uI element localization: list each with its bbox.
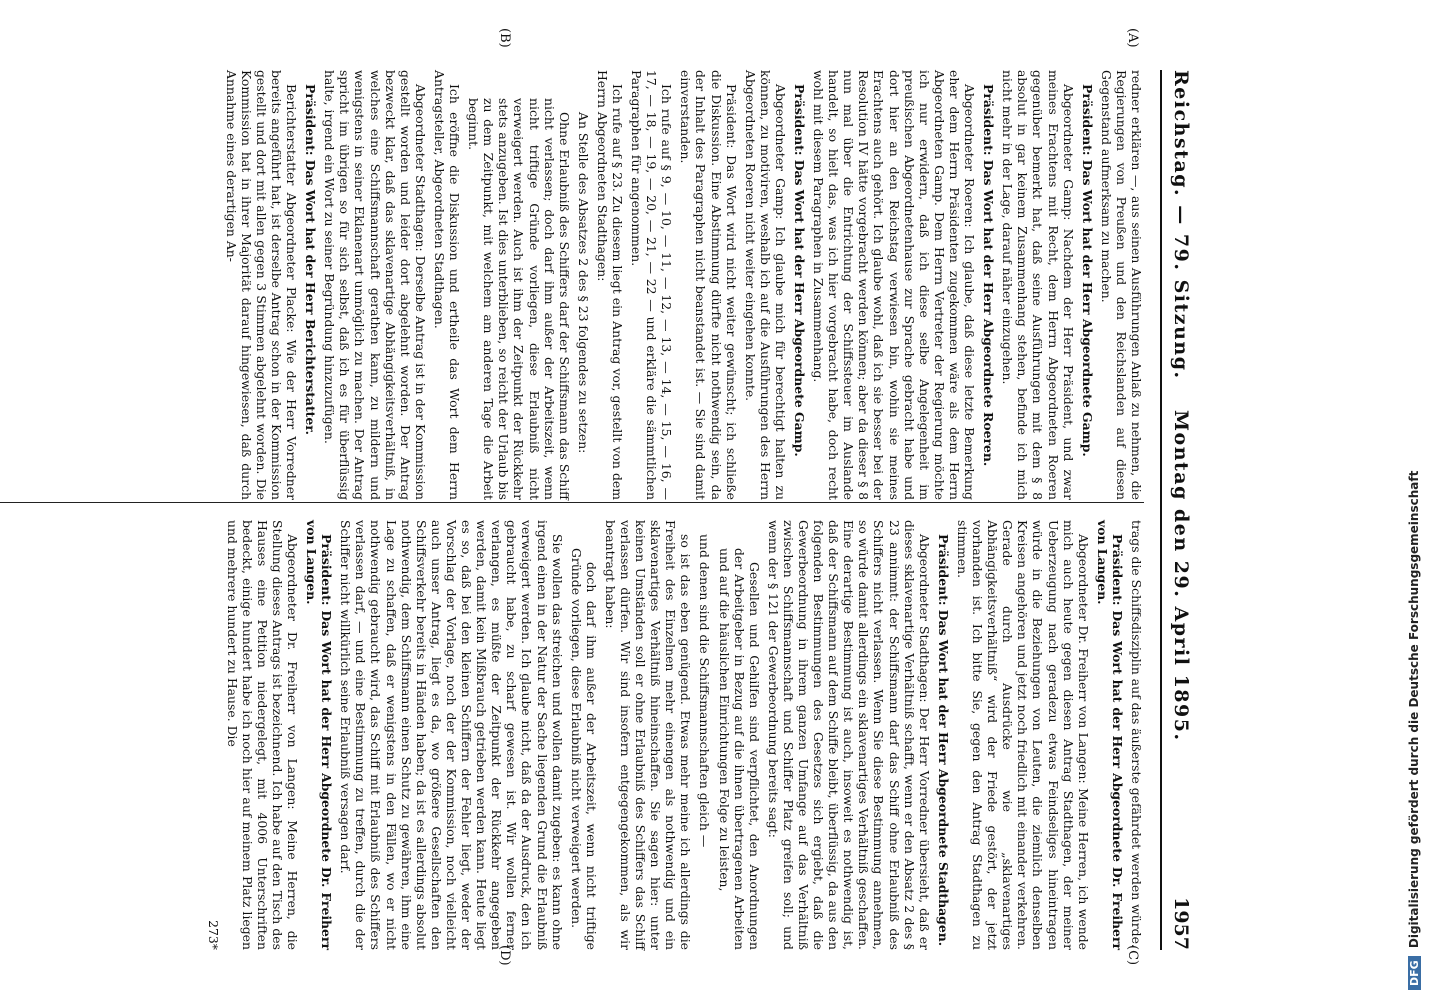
margin-mark-d: (D) [497,945,512,966]
quoted-text: doch darf ihm außer der Arbeitszeit, wenn nicht triftige Gründe vorliegen, diese Erlaubniß nicht verweigert werden. [568,548,599,950]
credit-text: Digitalisierung gefördert durch die Deutsche Forschungsgemeinschaft [1407,470,1421,949]
paragraph: Präsident: Das Wort hat der Herr Abgeordnete Gamp. [1079,84,1095,457]
paragraph: so ist das eben genügend. Etwas mehr meine ich allerdings die Freiheit des Einzelnen mehr einengen als nothwendig und ein sklavenartiges Verhältniß hineinschaffen. Sie sagen hier: unter keinen Umständen soll er ohne Erlaubniß des Schiffers das Schiff verlassen dürfen. Wir sind insofern entgegengekommen, als wir beantragt haben: [602,520,694,950]
paragraph: Berichterstatter Abgeordneter Placke: Wie der Herr Vorredner bereits angeführt hat, ist derselbe Antrag schon in der Kommission gestellt und dort mit allen gegen 3 Stimmen abgelehnt worden. Die Kommission hat in ihrer Majorität darauf hingewiesen, daß durch Annahme eines derartigen An- [223,70,300,500]
paragraph: Präsident: Das Wort hat der Herr Abgeordnete Dr. Freiherr von Langen. [1094,520,1125,950]
quoted-text: Gesellen und Gehilfen sind verpflichtet, den Anordnungen der Arbeitgeber in Bezug auf die ihnen übertragenen Arbeiten und auf die häuslichen Einrichtungen Folge zu leisten, [716,548,762,950]
paragraph: Abgeordneter Gamp: Ich glaube mich für berechtigt halten zu können, zu motiviren, weshalb ich auf die Ausführungen des Herrn Abgeordneten Roeren nicht weiter eingehen konnte. [742,70,788,500]
paragraph: Ich eröffne die Diskussion und ertheile das Wort dem Herrn Antragsteller, Abgeordneten Stadthagen. [431,70,463,500]
paragraph: Abgeordneter Gamp: Nachdem der Herr Präsident, und zwar meines Erachtens mit Recht, dem Herrn Abgeordneten Roeren gegenüber bemerkt hat, daß seine Ausführungen mit dem § 8 absolut in gar keinem Zusammenhang stehen, befinde ich mich nicht mehr in der Lage, darauf näher einzugehen. [1000,70,1076,500]
paragraph: Präsident: Das Wort hat der Herr Abgeordnete Dr. Freiherr von Langen. [304,520,335,950]
left-column [220,70,1144,500]
paragraph: Ich rufe auf § 9, — 10, — 11, — 12, — 13, — 14, — 15, — 16, — 17, — 18, — 19, — 20, — 21, — 22 — und erkläre die sämmtlichen Paragraphen für angenommen. [629,70,675,500]
paragraph: Präsident: Das Wort hat der Herr Berichterstatter. [303,84,319,435]
amendment-text: Ohne Erlaubniß des Schiffers darf der Schiffsmann das Schiff nicht verlassen; doch darf ihm außer der Arbeitszeit, wenn nicht triftige Gründe vorliegen, diese Erlaubniß nicht verweigert werden. Auch ist ihm der Zeitpunkt der Rückkehr stets anzugeben. Ist dies unterblieben, so reicht der Urlaub bis zu dem Zeitpunkt, mit welchem am anderen Tage die Arbeit beginnt. [466,98,572,500]
paragraph: redner erklären —, aus seinen Ausführungen Anlaß zu nehmen, die Regierungen von Preußen und den Reichslanden auf diesen Gegenstand aufmerksam zu machen. [1098,70,1144,500]
paragraph: Sie wollen das streichen und wollen damit zugeben: es kann ohne irgend einen in der Natur der Sache liegenden Grund die Erlaubniß verweigert werden. Ich glaube nicht, daß da der Ausdruck, den ich gebraucht habe, zu scharf gewesen ist. Wir wollen ferner verlangen, es müßte der Zeitpunkt der Rückkehr angegeben werden, damit kein Mißbrauch getrieben werden kann. Heute liegt es so, daß bei den kleinen Schiffern der Fehler liegt, weder der Vorschlag der Vorlage, noch der der Kommission, noch vielleicht auch unser Antrag, liegt es da, wo größere Gesellschaften den Schiffsverkehr bereits in Händen haben; da ist es allerdings absolut nothwendig, dem Schiffsmann einen Schutz zu gewähren, ihm eine Lage zu schaffen, daß er wenigstens in den Fällen, wo er nicht nothwendig gebraucht wird, das Schiff mit Erlaubniß des Schiffers verlassen darf, — und eine Bestimmung zu treffen, durch die der Schiffer nicht willkürlich seine Erlaubniß versagen darf. [338,520,565,950]
paragraph: trags die Schiffsdisziplin auf das äußerste gefährdet werden würde. [1129,520,1144,948]
paragraph: Präsident: Das Wort hat der Herr Abgeordnete Stadthagen. [935,534,951,947]
paragraph: und denen sind die Schiffsmannschaften gleich — [697,534,713,848]
paragraph: Ich rufe auf § 23. Zu diesem liegt ein Antrag vor, gestellt von dem Herrn Abgeordneten Stadthagen: [594,70,625,500]
running-header [1160,70,1196,950]
header-session: Reichstag. — 79. Sitzung. [1170,70,1192,380]
paragraph: Abgeordneter Dr. Freiherr von Langen: Meine Herren, ich wende mich auch heute gegen diesen Antrag Stadthagen, der meiner Ueberzeugung nach geradezu etwas Feindseliges hineintragen würde in die Beziehungen von Leuten, die ziemlich denselben Kreisen angehören und jetzt noch friedlich mit einander verkehren. Gerade durch Ausdrücke wie „sklavenartiges Abhängigkeitsverhältniß“ wird der Friede gestört, der jetzt vorhanden ist. Ich bitte Sie, gegen den Antrag Stadthagen zu stimmen. [954,520,1091,950]
paragraph: Abgeordneter Stadthagen: Der Herr Vorredner übersieht, daß er dieses sklavenartige Verhältniß schafft, wenn er den Absatz 2 des § 23 annimmt: der Schiffsmann darf das Schiff ohne Erlaubniß des Schiffers nicht verlassen. Wenn Sie diese Bestimmung annehmen, so würde damit allerdings ein sklavenartiges Verhältniß geschaffen. Eine derartige Bestimmung ist auch, insoweit es nothwendig ist, daß der Schiffsmann auf dem Schiffe bleibt, überflüssig, da aus den folgenden Bestimmungen des Gesetzes sich ergiebt, daß die Gewerbeordnung in ihrem ganzen Umfange auf das Verhältniß zwischen Schiffsmannschaft und Schiffer Platz greifen soll; und wenn der § 121 der Gewerbeordnung bereits sagt: [765,520,932,950]
margin-mark-a: (A) [1125,28,1140,48]
paragraph: Präsident: Das Wort hat der Herr Abgeordnete Gamp. [792,84,808,457]
column-divider [0,502,1144,503]
margin-mark-b: (B) [497,28,512,48]
dfg-logo: DFG [1408,956,1421,990]
paragraph: An Stelle des Absatzes 2 des § 23 folgendes zu setzen: [575,112,591,454]
paragraph: Abgeordneter Roeren: Ich glaube, daß diese letzte Bemerkung eher dem Herrn Präsidenten zugekommen wäre als dem Herrn Abgeordneten Gamp. Dem Herrn Vertreter der Regierung möchte ich nur erwidern, daß ich diese selbe Angelegenheit im preußischen Abgeordnetenhause zur Sprache gebracht habe und dort hier an den Reichstag verwiesen bin, wohin sie meines Erachtens auch gehört. Ich glaube wohl, daß ich sie besser bei der Resolution IV hätte vorgebracht werden können; aber da dieser § 8 nun mal über die Entrichtung der Schiffssteuer im Auslande handelt, so hielt das, was ich hier vorgebracht habe, doch recht wohl mit diesem Paragraphen in Zusammenhang. [811,70,978,500]
paragraph: Präsident: Das Wort hat der Herr Abgeordnete Roeren. [981,84,997,467]
header-date: Montag den 29. April 1895. [1170,410,1192,742]
digitization-credit [1407,471,1421,990]
right-column [201,520,1144,950]
sheet-signature: 273* [205,920,221,950]
page-number: 1957 [1170,897,1192,950]
paragraph: Präsident: Das Wort wird nicht weiter gewünscht; ich schließe die Diskussion. Eine Abstimmung dürfte nicht nothwendig sein, da der Inhalt des Paragraphen nicht beanstandet ist. — Sie sind damit einverstanden. [678,70,739,500]
document-page [0,20,1202,980]
paragraph: Abgeordneter Dr. Freiherr von Langen: Meine Herren, die Stellung dieses Antrags ist bezeichnend. Ich habe auf den Tisch des Hauses eine Petition niedergelegt, mit 4006 Unterschriften bedeckt, einige hundert habe ich noch hier auf meinem Platz liegen und mehrere hundert zu Hause. Die [224,520,301,950]
paragraph: Abgeordneter Stadthagen: Derselbe Antrag ist in der Kommission gestellt worden und leider dort abgelehnt worden. Der Antrag bezweckt klar, daß das sklavenartige Abhängigkeitsverhältniß, in welches eine Schiffsmannschaft gerathen kann, zu mildern und wenigstens in seiner Eklanenart unmöglich zu machen. Der Antrag spricht im übrigen so für sich selbst, daß ich es für überflüssig halte, irgend ein Wort zu seiner Begründung hinzuzufügen. [322,70,428,500]
margin-mark-c: (C) [1125,945,1140,966]
